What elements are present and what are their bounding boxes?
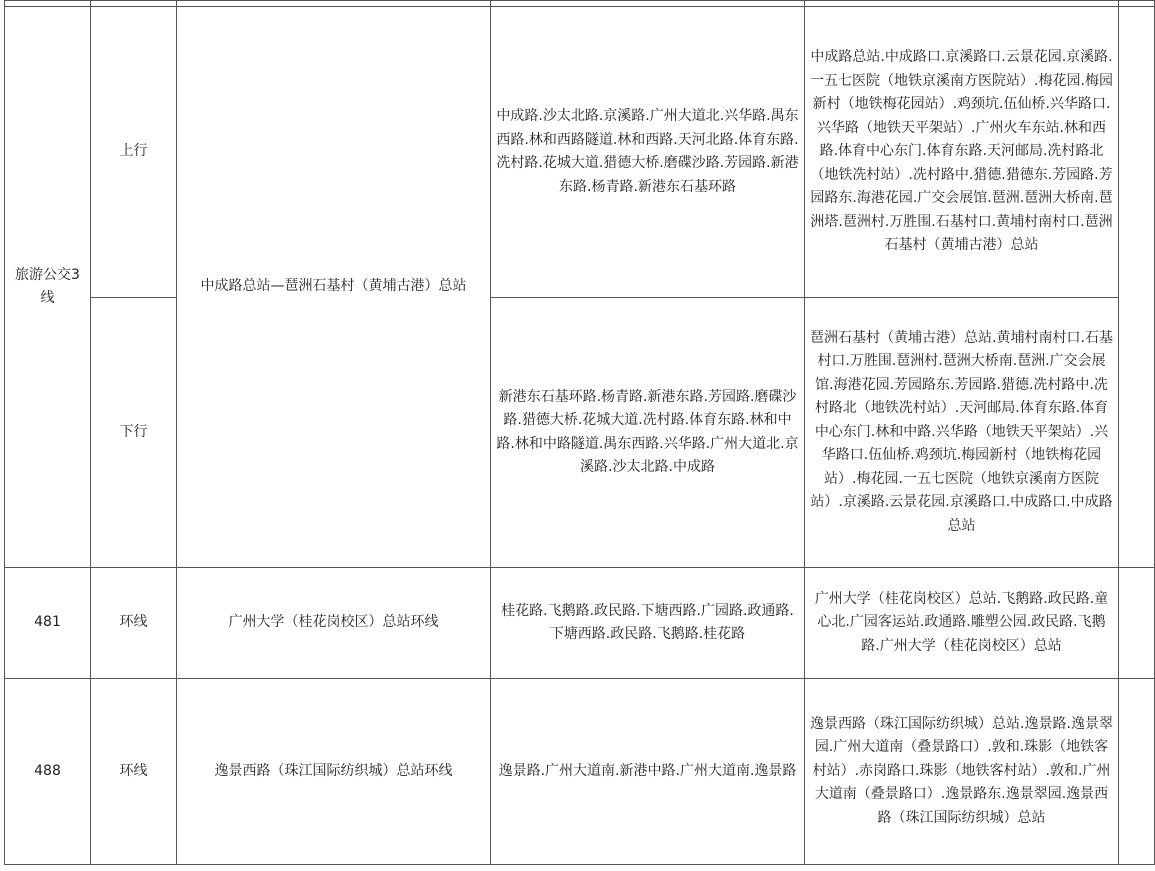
route-name-cell: 逸景西路（珠江国际纺织城）总站环线 xyxy=(177,679,491,865)
table-row xyxy=(5,679,1155,865)
stops-cell: 琶洲石基村（黄埔古港）总站.黄埔村南村口.石基村口.万胜围.琶洲村.琶洲大桥南.琶洲.广交会展馆.海港花园.芳园路东.芳园路.猎德.冼村路中.冼村路北（地铁冼村站）.天河邮局.体育东路.体育中心东门.林和中路.兴华路（地铁天平架站）.兴华路口.伍仙桥.鸡颈坑.梅园新村（地铁梅花园站）.梅花园.一五七医院（地铁京溪南方医院站）.京溪路.云景花园.京溪路口.中成路口.中成路总站 xyxy=(805,298,1119,568)
roads-cell: 逸景路.广州大道南.新港中路.广州大道南.逸景路 xyxy=(491,679,805,865)
extra-cell xyxy=(1119,568,1155,679)
route-number-cell: 481 xyxy=(5,568,91,679)
table-row xyxy=(5,568,1155,679)
stops-cell: 广州大学（桂花岗校区）总站.飞鹅路.政民路.童心北.广园客运站.政通路.雕塑公园.政民路.飞鹅路.广州大学（桂花岗校区）总站 xyxy=(805,568,1119,679)
route-name-cell: 中成路总站—琶洲石基村（黄埔古港）总站 xyxy=(177,7,491,568)
direction-cell: 环线 xyxy=(91,568,177,679)
stops-cell: 逸景西路（珠江国际纺织城）总站.逸景路.逸景翠园.广州大道南（叠景路口）.敦和.珠影（地铁客村站）.赤岗路口.珠影（地铁客村站）.敦和.广州大道南（叠景路口）.逸景路东.逸景翠园.逸景西路（珠江国际纺织城）总站 xyxy=(805,679,1119,865)
route-number-cell: 旅游公交3线 xyxy=(5,7,91,568)
direction-cell: 环线 xyxy=(91,679,177,865)
extra-cell xyxy=(1119,679,1155,865)
roads-cell: 新港东石基环路.杨青路.新港东路.芳园路.磨碟沙路.猎德大桥.花城大道.冼村路.体育东路.林和中路.林和中路隧道.禺东西路.兴华路.广州大道北.京溪路.沙太北路.中成路 xyxy=(491,298,805,568)
route-number-cell: 488 xyxy=(5,679,91,865)
roads-cell: 中成路.沙太北路.京溪路.广州大道北.兴华路.禺东西路.林和西路隧道.林和西路.天河北路.体育东路.冼村路.花城大道.猎德大桥.磨碟沙路.芳园路.新港东路.杨青路.新港东石基环路 xyxy=(491,7,805,298)
roads-cell: 桂花路.飞鹅路.政民路.下塘西路.广园路.政通路.下塘西路.政民路.飞鹅路.桂花路 xyxy=(491,568,805,679)
stops-cell: 中成路总站.中成路口.京溪路口.云景花园.京溪路.一五七医院（地铁京溪南方医院站）.梅花园.梅园新村（地铁梅花园站）.鸡颈坑.伍仙桥.兴华路口.兴华路（地铁天平架站）.广州火车东站.林和西路.体育中心东门.体育东路.天河邮局.冼村路北（地铁冼村站）.冼村路中.猎德.猎德东.芳园路.芳园路东.海港花园.广交会展馆.琶洲.琶洲大桥南.琶洲塔.琶洲村.万胜围.石基村口.黄埔村南村口.琶洲石基村（黄埔古港）总站 xyxy=(805,7,1119,298)
direction-cell: 下行 xyxy=(91,298,177,568)
extra-cell xyxy=(1119,7,1155,568)
table-row xyxy=(5,7,1155,298)
route-name-cell: 广州大学（桂花岗校区）总站环线 xyxy=(177,568,491,679)
bus-route-table xyxy=(4,0,1155,865)
direction-cell: 上行 xyxy=(91,7,177,298)
